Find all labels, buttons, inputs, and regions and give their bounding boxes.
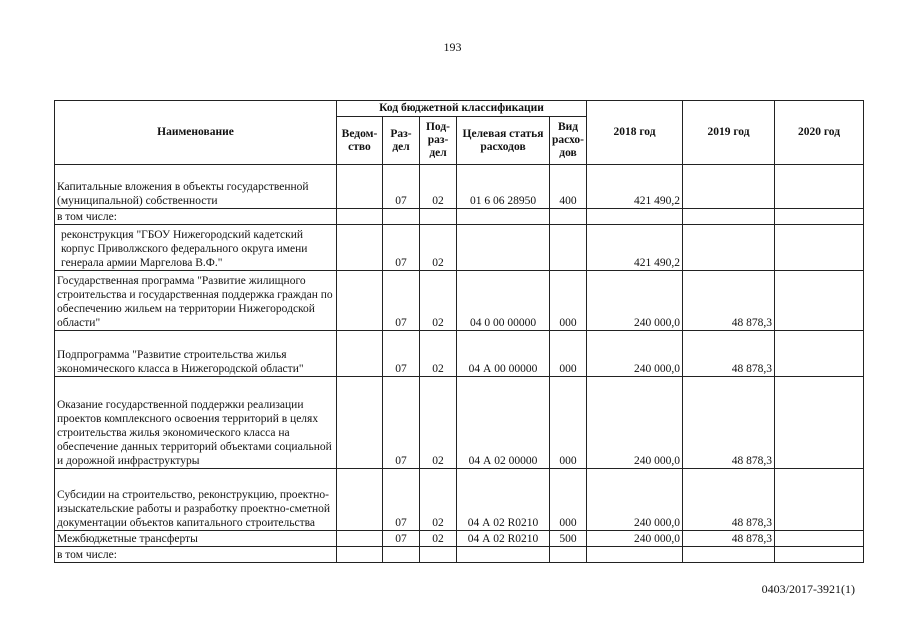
row-vid: 000: [550, 271, 587, 331]
row-2020: [775, 469, 864, 531]
row-vid: [550, 209, 587, 225]
table-row: [55, 331, 864, 377]
row-razdel: 07: [383, 469, 420, 531]
row-target: 01 6 06 28950: [457, 165, 550, 209]
table-row: [55, 165, 864, 209]
row-razdel: 07: [383, 165, 420, 209]
row-podrazdel: 02: [420, 271, 457, 331]
row-vid: 000: [550, 331, 587, 377]
row-2020: [775, 331, 864, 377]
table-row: [55, 271, 864, 331]
row-name: Подпрограмма "Развитие строительства жилья экономического класса в Нижегородской области": [55, 331, 337, 377]
header-2019: 2019 год: [683, 101, 775, 165]
row-2019: [683, 225, 775, 271]
row-podrazdel: [420, 209, 457, 225]
row-2018: 421 490,2: [587, 225, 683, 271]
row-2019: [683, 165, 775, 209]
row-2020: [775, 377, 864, 469]
row-2020: [775, 209, 864, 225]
row-target: 04 0 00 00000: [457, 271, 550, 331]
row-podrazdel: 02: [420, 165, 457, 209]
row-2018: 240 000,0: [587, 531, 683, 547]
row-2020: [775, 547, 864, 563]
row-ved: [337, 271, 383, 331]
document-code: 0403/2017-3921(1): [761, 582, 855, 596]
row-2020: [775, 531, 864, 547]
row-target: [457, 209, 550, 225]
row-target: 04 А 02 R0210: [457, 469, 550, 531]
table-row: [55, 469, 864, 531]
row-name: Государственная программа "Развитие жилищного строительства и государственная поддержка граждан по обеспечению жильем на территории Нижегородской области": [55, 271, 337, 331]
row-vid: 400: [550, 165, 587, 209]
table-row: [55, 377, 864, 469]
header-target: Целевая статья расходов: [457, 117, 550, 165]
row-2020: [775, 271, 864, 331]
row-2018: 421 490,2: [587, 165, 683, 209]
row-name: Межбюджетные трансферты: [55, 531, 337, 547]
row-2019: 48 878,3: [683, 271, 775, 331]
row-razdel: 07: [383, 531, 420, 547]
row-vid: [550, 547, 587, 563]
table-row: [55, 225, 864, 271]
row-name: реконструкция "ГБОУ Нижегородский кадетский корпус Приволжского федерального округа имени генерала армии Маргелова В.Ф.": [55, 225, 337, 271]
row-target: 04 А 02 R0210: [457, 531, 550, 547]
row-2018: 240 000,0: [587, 469, 683, 531]
row-2019: 48 878,3: [683, 531, 775, 547]
row-2019: [683, 547, 775, 563]
row-2018: [587, 547, 683, 563]
row-podrazdel: [420, 547, 457, 563]
row-ved: [337, 331, 383, 377]
row-2018: 240 000,0: [587, 271, 683, 331]
row-name: в том числе:: [55, 547, 337, 563]
row-2018: 240 000,0: [587, 377, 683, 469]
row-podrazdel: 02: [420, 331, 457, 377]
row-name: Капитальные вложения в объекты государственной (муниципальной) собственности: [55, 165, 337, 209]
row-ved: [337, 165, 383, 209]
row-2018: 240 000,0: [587, 331, 683, 377]
row-2018: [587, 209, 683, 225]
row-razdel: 07: [383, 225, 420, 271]
row-2020: [775, 225, 864, 271]
row-vid: 500: [550, 531, 587, 547]
row-razdel: [383, 209, 420, 225]
header-vid: Вид расхо-дов: [550, 117, 587, 165]
row-podrazdel: 02: [420, 531, 457, 547]
row-2019: 48 878,3: [683, 377, 775, 469]
row-2019: 48 878,3: [683, 469, 775, 531]
row-razdel: [383, 547, 420, 563]
budget-table: [54, 100, 864, 563]
table-row: [55, 209, 864, 225]
row-podrazdel: 02: [420, 225, 457, 271]
row-vid: 000: [550, 377, 587, 469]
row-razdel: 07: [383, 331, 420, 377]
row-vid: [550, 225, 587, 271]
row-ved: [337, 469, 383, 531]
row-ved: [337, 225, 383, 271]
row-target: [457, 225, 550, 271]
row-ved: [337, 377, 383, 469]
row-2019: [683, 209, 775, 225]
row-razdel: 07: [383, 271, 420, 331]
row-name: Оказание государственной поддержки реализации проектов комплексного освоения территорий в целях строительства жилья экономического класса на обеспечение данных территорий объектами социальной и дорожной инфраструктуры: [55, 377, 337, 469]
header-name: Наименование: [55, 101, 337, 165]
header-code-group: Код бюджетной классификации: [337, 101, 587, 117]
row-razdel: 07: [383, 377, 420, 469]
row-2019: 48 878,3: [683, 331, 775, 377]
header-2020: 2020 год: [775, 101, 864, 165]
row-vid: 000: [550, 469, 587, 531]
header-podrazdel: Под-раз-дел: [420, 117, 457, 165]
row-ved: [337, 547, 383, 563]
table-row: [55, 531, 864, 547]
row-2020: [775, 165, 864, 209]
row-target: 04 А 00 00000: [457, 331, 550, 377]
row-target: 04 А 02 00000: [457, 377, 550, 469]
row-name: в том числе:: [55, 209, 337, 225]
row-podrazdel: 02: [420, 469, 457, 531]
page-number: 193: [443, 40, 462, 54]
table-row: [55, 547, 864, 563]
row-target: [457, 547, 550, 563]
row-name: Субсидии на строительство, реконструкцию, проектно-изыскательские работы и разработку проектно-сметной документации объектов капитального строительства: [55, 469, 337, 531]
row-ved: [337, 209, 383, 225]
header-ved: Ведом-ство: [337, 117, 383, 165]
header-razdel: Раз-дел: [383, 117, 420, 165]
row-podrazdel: 02: [420, 377, 457, 469]
header-2018: 2018 год: [587, 101, 683, 165]
row-ved: [337, 531, 383, 547]
